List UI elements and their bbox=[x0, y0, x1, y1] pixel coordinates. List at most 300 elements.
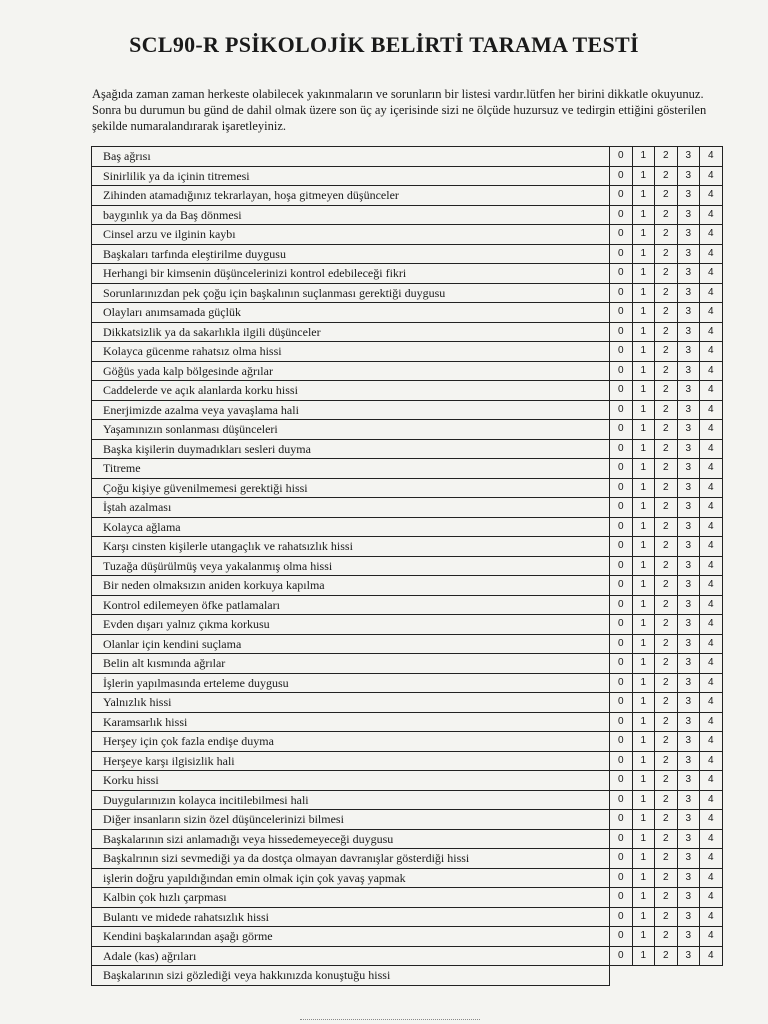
rating-option-3[interactable]: 3 bbox=[677, 927, 700, 947]
rating-option-3[interactable]: 3 bbox=[677, 771, 700, 791]
rating-option-4[interactable]: 4 bbox=[700, 244, 723, 264]
table-row bbox=[92, 732, 723, 752]
rating-option-0[interactable]: 0 bbox=[610, 595, 633, 615]
rating-option-3[interactable]: 3 bbox=[677, 303, 700, 323]
rating-option-1[interactable]: 1 bbox=[632, 381, 655, 401]
rating-option-2[interactable]: 2 bbox=[655, 712, 678, 732]
rating-option-0[interactable]: 0 bbox=[610, 751, 633, 771]
rating-option-4[interactable]: 4 bbox=[700, 732, 723, 752]
rating-option-3[interactable]: 3 bbox=[677, 615, 700, 635]
table-row bbox=[92, 342, 723, 362]
rating-option-1[interactable]: 1 bbox=[632, 517, 655, 537]
rating-option-4[interactable]: 4 bbox=[700, 205, 723, 225]
rating-option-4[interactable]: 4 bbox=[700, 420, 723, 440]
rating-option-0[interactable]: 0 bbox=[610, 907, 633, 927]
rating-option-1[interactable]: 1 bbox=[632, 712, 655, 732]
rating-option-4[interactable]: 4 bbox=[700, 459, 723, 479]
symptom-label: Baş ağrısı bbox=[92, 147, 610, 167]
instructions bbox=[92, 86, 732, 134]
rating-option-0[interactable]: 0 bbox=[610, 537, 633, 557]
rating-option-4[interactable]: 4 bbox=[700, 907, 723, 927]
symptom-label: işlerin doğru yapıldığından emin olmak için çok yavaş yapmak bbox=[92, 868, 610, 888]
symptom-label: Korku hissi bbox=[92, 771, 610, 791]
table-row bbox=[92, 361, 723, 381]
rating-option-2[interactable]: 2 bbox=[655, 810, 678, 830]
rating-option-2[interactable]: 2 bbox=[655, 556, 678, 576]
rating-option-0[interactable]: 0 bbox=[610, 888, 633, 908]
rating-option-3[interactable]: 3 bbox=[677, 712, 700, 732]
table-row bbox=[92, 264, 723, 284]
rating-option-4[interactable]: 4 bbox=[700, 556, 723, 576]
empty-cell bbox=[632, 966, 655, 986]
rating-option-2[interactable]: 2 bbox=[655, 927, 678, 947]
rating-option-4[interactable]: 4 bbox=[700, 693, 723, 713]
rating-option-1[interactable]: 1 bbox=[632, 595, 655, 615]
rating-option-1[interactable]: 1 bbox=[632, 927, 655, 947]
rating-option-0[interactable]: 0 bbox=[610, 264, 633, 284]
rating-option-0[interactable]: 0 bbox=[610, 342, 633, 362]
rating-option-2[interactable]: 2 bbox=[655, 673, 678, 693]
rating-option-4[interactable]: 4 bbox=[700, 381, 723, 401]
rating-option-4[interactable]: 4 bbox=[700, 400, 723, 420]
table-row bbox=[92, 283, 723, 303]
rating-option-4[interactable]: 4 bbox=[700, 322, 723, 342]
rating-option-3[interactable]: 3 bbox=[677, 225, 700, 245]
rating-option-1[interactable]: 1 bbox=[632, 342, 655, 362]
table-row bbox=[92, 868, 723, 888]
symptom-label: Kontrol edilemeyen öfke patlamaları bbox=[92, 595, 610, 615]
rating-option-4[interactable]: 4 bbox=[700, 654, 723, 674]
rating-option-1[interactable]: 1 bbox=[632, 303, 655, 323]
rating-option-1[interactable]: 1 bbox=[632, 244, 655, 264]
rating-option-0[interactable]: 0 bbox=[610, 322, 633, 342]
table-row bbox=[92, 498, 723, 518]
rating-option-3[interactable]: 3 bbox=[677, 673, 700, 693]
table-row bbox=[92, 927, 723, 947]
rating-option-3[interactable]: 3 bbox=[677, 790, 700, 810]
rating-option-2[interactable]: 2 bbox=[655, 888, 678, 908]
rating-option-0[interactable]: 0 bbox=[610, 439, 633, 459]
rating-option-1[interactable]: 1 bbox=[632, 420, 655, 440]
rating-option-1[interactable]: 1 bbox=[632, 693, 655, 713]
rating-option-4[interactable]: 4 bbox=[700, 264, 723, 284]
table-row bbox=[92, 771, 723, 791]
rating-option-2[interactable]: 2 bbox=[655, 322, 678, 342]
rating-option-0[interactable]: 0 bbox=[610, 868, 633, 888]
rating-option-3[interactable]: 3 bbox=[677, 478, 700, 498]
rating-option-1[interactable]: 1 bbox=[632, 732, 655, 752]
symptom-label: Adale (kas) ağrıları bbox=[92, 946, 610, 966]
rating-option-0[interactable]: 0 bbox=[610, 556, 633, 576]
rating-option-0[interactable]: 0 bbox=[610, 946, 633, 966]
rating-option-1[interactable]: 1 bbox=[632, 634, 655, 654]
table-row bbox=[92, 595, 723, 615]
rating-option-2[interactable]: 2 bbox=[655, 264, 678, 284]
rating-option-1[interactable]: 1 bbox=[632, 205, 655, 225]
rating-option-1[interactable]: 1 bbox=[632, 537, 655, 557]
empty-cell bbox=[677, 966, 700, 986]
rating-option-4[interactable]: 4 bbox=[700, 615, 723, 635]
rating-option-2[interactable]: 2 bbox=[655, 283, 678, 303]
rating-option-1[interactable]: 1 bbox=[632, 907, 655, 927]
rating-option-3[interactable]: 3 bbox=[677, 459, 700, 479]
table-row bbox=[92, 478, 723, 498]
rating-option-0[interactable]: 0 bbox=[610, 576, 633, 596]
rating-option-2[interactable]: 2 bbox=[655, 751, 678, 771]
rating-option-0[interactable]: 0 bbox=[610, 361, 633, 381]
rating-option-4[interactable]: 4 bbox=[700, 498, 723, 518]
rating-option-4[interactable]: 4 bbox=[700, 439, 723, 459]
rating-option-1[interactable]: 1 bbox=[632, 459, 655, 479]
rating-option-2[interactable]: 2 bbox=[655, 439, 678, 459]
table-row bbox=[92, 147, 723, 167]
symptom-label: Başkalarının sizi anlamadığı veya hissedemeyeceği duygusu bbox=[92, 829, 610, 849]
table-row bbox=[92, 888, 723, 908]
rating-option-4[interactable]: 4 bbox=[700, 849, 723, 869]
table-row bbox=[92, 459, 723, 479]
rating-option-2[interactable]: 2 bbox=[655, 634, 678, 654]
rating-option-2[interactable]: 2 bbox=[655, 244, 678, 264]
table-row bbox=[92, 946, 723, 966]
rating-option-0[interactable]: 0 bbox=[610, 771, 633, 791]
symptom-label: Kendini başkalarından aşağı görme bbox=[92, 927, 610, 947]
table-row bbox=[92, 537, 723, 557]
rating-option-0[interactable]: 0 bbox=[610, 166, 633, 186]
table-row bbox=[92, 556, 723, 576]
rating-option-0[interactable]: 0 bbox=[610, 225, 633, 245]
rating-option-2[interactable]: 2 bbox=[655, 147, 678, 167]
rating-option-0[interactable]: 0 bbox=[610, 693, 633, 713]
rating-option-3[interactable]: 3 bbox=[677, 576, 700, 596]
rating-option-3[interactable]: 3 bbox=[677, 732, 700, 752]
rating-option-2[interactable]: 2 bbox=[655, 303, 678, 323]
symptom-label: Cinsel arzu ve ilginin kaybı bbox=[92, 225, 610, 245]
table-row bbox=[92, 849, 723, 869]
table-row bbox=[92, 654, 723, 674]
table-row bbox=[92, 810, 723, 830]
table-row bbox=[92, 322, 723, 342]
rating-option-4[interactable]: 4 bbox=[700, 361, 723, 381]
rating-option-2[interactable]: 2 bbox=[655, 693, 678, 713]
rating-option-3[interactable]: 3 bbox=[677, 283, 700, 303]
table-row bbox=[92, 693, 723, 713]
rating-option-3[interactable]: 3 bbox=[677, 439, 700, 459]
rating-option-0[interactable]: 0 bbox=[610, 400, 633, 420]
rating-option-4[interactable]: 4 bbox=[700, 166, 723, 186]
rating-option-1[interactable]: 1 bbox=[632, 888, 655, 908]
rating-option-0[interactable]: 0 bbox=[610, 186, 633, 206]
rating-option-2[interactable]: 2 bbox=[655, 381, 678, 401]
symptom-label: Kolayca ağlama bbox=[92, 517, 610, 537]
symptom-label: Başkaları tarfında eleştirilme duygusu bbox=[92, 244, 610, 264]
table-row bbox=[92, 907, 723, 927]
rating-option-3[interactable]: 3 bbox=[677, 147, 700, 167]
rating-option-3[interactable]: 3 bbox=[677, 634, 700, 654]
rating-option-4[interactable]: 4 bbox=[700, 634, 723, 654]
rating-option-1[interactable]: 1 bbox=[632, 556, 655, 576]
symptom-label: Yaşamınızın sonlanması düşünceleri bbox=[92, 420, 610, 440]
rating-option-4[interactable]: 4 bbox=[700, 868, 723, 888]
symptom-label: Herşey için çok fazla endişe duyma bbox=[92, 732, 610, 752]
rating-option-0[interactable]: 0 bbox=[610, 283, 633, 303]
rating-option-4[interactable]: 4 bbox=[700, 342, 723, 362]
symptom-label: Karşı cinsten kişilerle utangaçlık ve rahatsızlık hissi bbox=[92, 537, 610, 557]
rating-option-3[interactable]: 3 bbox=[677, 868, 700, 888]
rating-option-1[interactable]: 1 bbox=[632, 361, 655, 381]
rating-option-0[interactable]: 0 bbox=[610, 634, 633, 654]
rating-option-4[interactable]: 4 bbox=[700, 946, 723, 966]
rating-option-1[interactable]: 1 bbox=[632, 283, 655, 303]
rating-option-1[interactable]: 1 bbox=[632, 868, 655, 888]
rating-option-2[interactable]: 2 bbox=[655, 342, 678, 362]
rating-option-1[interactable]: 1 bbox=[632, 654, 655, 674]
rating-option-3[interactable]: 3 bbox=[677, 654, 700, 674]
rating-option-0[interactable]: 0 bbox=[610, 810, 633, 830]
symptom-label: Enerjimizde azalma veya yavaşlama hali bbox=[92, 400, 610, 420]
symptom-label: Diğer insanların sizin özel düşüncelerinizi bilmesi bbox=[92, 810, 610, 830]
rating-option-2[interactable]: 2 bbox=[655, 478, 678, 498]
rating-option-3[interactable]: 3 bbox=[677, 420, 700, 440]
table-row bbox=[92, 186, 723, 206]
rating-option-3[interactable]: 3 bbox=[677, 751, 700, 771]
symptom-label: Çoğu kişiye güvenilmemesi gerektiği hissi bbox=[92, 478, 610, 498]
rating-option-3[interactable]: 3 bbox=[677, 264, 700, 284]
rating-option-1[interactable]: 1 bbox=[632, 225, 655, 245]
rating-option-3[interactable]: 3 bbox=[677, 537, 700, 557]
symptom-label: Olayları anımsamada güçlük bbox=[92, 303, 610, 323]
rating-option-3[interactable]: 3 bbox=[677, 849, 700, 869]
rating-option-1[interactable]: 1 bbox=[632, 400, 655, 420]
rating-option-2[interactable]: 2 bbox=[655, 420, 678, 440]
symptom-label: Bir neden olmaksızın aniden korkuya kapılma bbox=[92, 576, 610, 596]
symptom-label: Dikkatsizlik ya da sakarlıkla ilgili düşünceler bbox=[92, 322, 610, 342]
rating-option-3[interactable]: 3 bbox=[677, 595, 700, 615]
symptom-label: Sinirlilik ya da içinin titremesi bbox=[92, 166, 610, 186]
rating-option-1[interactable]: 1 bbox=[632, 790, 655, 810]
rating-option-2[interactable]: 2 bbox=[655, 868, 678, 888]
rating-option-1[interactable]: 1 bbox=[632, 186, 655, 206]
rating-option-3[interactable]: 3 bbox=[677, 361, 700, 381]
rating-option-2[interactable]: 2 bbox=[655, 907, 678, 927]
rating-option-2[interactable]: 2 bbox=[655, 225, 678, 245]
rating-option-1[interactable]: 1 bbox=[632, 810, 655, 830]
rating-option-2[interactable]: 2 bbox=[655, 732, 678, 752]
rating-option-0[interactable]: 0 bbox=[610, 205, 633, 225]
rating-option-2[interactable]: 2 bbox=[655, 166, 678, 186]
table-row bbox=[92, 439, 723, 459]
rating-option-2[interactable]: 2 bbox=[655, 400, 678, 420]
symptom-label: Karamsarlık hissi bbox=[92, 712, 610, 732]
rating-option-2[interactable]: 2 bbox=[655, 615, 678, 635]
symptom-label: Sorunlarınızdan pek çoğu için başkalının suçlanması gerektiği duygusu bbox=[92, 283, 610, 303]
symptom-label: Başka kişilerin duymadıkları sesleri duyma bbox=[92, 439, 610, 459]
rating-option-2[interactable]: 2 bbox=[655, 361, 678, 381]
rating-option-1[interactable]: 1 bbox=[632, 478, 655, 498]
rating-option-4[interactable]: 4 bbox=[700, 829, 723, 849]
rating-option-0[interactable]: 0 bbox=[610, 927, 633, 947]
rating-option-4[interactable]: 4 bbox=[700, 147, 723, 167]
rating-option-3[interactable]: 3 bbox=[677, 907, 700, 927]
symptom-label: Herşeye karşı ilgisizlik hali bbox=[92, 751, 610, 771]
rating-option-0[interactable]: 0 bbox=[610, 732, 633, 752]
rating-option-2[interactable]: 2 bbox=[655, 595, 678, 615]
rating-option-2[interactable]: 2 bbox=[655, 771, 678, 791]
table-row bbox=[92, 829, 723, 849]
rating-option-0[interactable]: 0 bbox=[610, 498, 633, 518]
rating-option-0[interactable]: 0 bbox=[610, 829, 633, 849]
table-row bbox=[92, 205, 723, 225]
page-title: SCL90-R PSİKOLOJİK BELİRTİ TARAMA TESTİ bbox=[129, 32, 639, 57]
empty-cell bbox=[700, 966, 723, 986]
rating-option-2[interactable]: 2 bbox=[655, 498, 678, 518]
table-row bbox=[92, 673, 723, 693]
rating-option-2[interactable]: 2 bbox=[655, 946, 678, 966]
rating-option-4[interactable]: 4 bbox=[700, 517, 723, 537]
rating-option-3[interactable]: 3 bbox=[677, 342, 700, 362]
rating-option-1[interactable]: 1 bbox=[632, 264, 655, 284]
rating-option-0[interactable]: 0 bbox=[610, 517, 633, 537]
rating-option-0[interactable]: 0 bbox=[610, 478, 633, 498]
symptom-label: Kalbin çok hızlı çarpması bbox=[92, 888, 610, 908]
rating-option-3[interactable]: 3 bbox=[677, 829, 700, 849]
rating-option-1[interactable]: 1 bbox=[632, 849, 655, 869]
table-row bbox=[92, 166, 723, 186]
rating-option-4[interactable]: 4 bbox=[700, 225, 723, 245]
table-row bbox=[92, 400, 723, 420]
rating-option-1[interactable]: 1 bbox=[632, 166, 655, 186]
rating-option-4[interactable]: 4 bbox=[700, 537, 723, 557]
rating-option-0[interactable]: 0 bbox=[610, 615, 633, 635]
symptom-label: Kolayca gücenme rahatsız olma hissi bbox=[92, 342, 610, 362]
symptom-label: Herhangi bir kimsenin düşüncelerinizi kontrol edebileceği fikri bbox=[92, 264, 610, 284]
rating-option-4[interactable]: 4 bbox=[700, 888, 723, 908]
rating-option-1[interactable]: 1 bbox=[632, 439, 655, 459]
rating-option-3[interactable]: 3 bbox=[677, 400, 700, 420]
table-row bbox=[92, 381, 723, 401]
rating-option-3[interactable]: 3 bbox=[677, 166, 700, 186]
rating-option-2[interactable]: 2 bbox=[655, 186, 678, 206]
table-row bbox=[92, 966, 723, 986]
rating-option-4[interactable]: 4 bbox=[700, 478, 723, 498]
table-row bbox=[92, 517, 723, 537]
rating-option-2[interactable]: 2 bbox=[655, 459, 678, 479]
table-row bbox=[92, 790, 723, 810]
rating-option-1[interactable]: 1 bbox=[632, 576, 655, 596]
symptom-label: baygınlık ya da Baş dönmesi bbox=[92, 205, 610, 225]
symptom-label: Olanlar için kendini suçlama bbox=[92, 634, 610, 654]
rating-option-0[interactable]: 0 bbox=[610, 712, 633, 732]
symptom-label: Tuzağa düşürülmüş veya yakalanmış olma hissi bbox=[92, 556, 610, 576]
table-row bbox=[92, 615, 723, 635]
symptom-label: Başkalrının sizi sevmediği ya da dostça olmayan davranışlar gösterdiği hissi bbox=[92, 849, 610, 869]
scan-artifact bbox=[300, 1019, 480, 1022]
rating-option-1[interactable]: 1 bbox=[632, 673, 655, 693]
rating-option-0[interactable]: 0 bbox=[610, 673, 633, 693]
rating-option-2[interactable]: 2 bbox=[655, 829, 678, 849]
symptom-table bbox=[91, 146, 723, 986]
rating-option-0[interactable]: 0 bbox=[610, 849, 633, 869]
rating-option-1[interactable]: 1 bbox=[632, 322, 655, 342]
rating-option-3[interactable]: 3 bbox=[677, 244, 700, 264]
symptom-label: Belin alt kısmında ağrılar bbox=[92, 654, 610, 674]
rating-option-3[interactable]: 3 bbox=[677, 517, 700, 537]
symptom-label: Bulantı ve midede rahatsızlık hissi bbox=[92, 907, 610, 927]
symptom-label: Yalnızlık hissi bbox=[92, 693, 610, 713]
table-row bbox=[92, 244, 723, 264]
rating-option-1[interactable]: 1 bbox=[632, 946, 655, 966]
rating-option-1[interactable]: 1 bbox=[632, 615, 655, 635]
rating-option-4[interactable]: 4 bbox=[700, 790, 723, 810]
rating-option-0[interactable]: 0 bbox=[610, 420, 633, 440]
symptom-label: Başkalarının sizi gözlediği veya hakkınızda konuştuğu hissi bbox=[92, 966, 610, 986]
rating-option-4[interactable]: 4 bbox=[700, 810, 723, 830]
rating-option-3[interactable]: 3 bbox=[677, 186, 700, 206]
instruction-line: Sonra bu durumun bu günd de dahil olmak üzere son üç ay içerisinde sizi ne ölçüde huzursuz ve tedirgin ettiğini gösterilen bbox=[92, 103, 707, 117]
rating-option-1[interactable]: 1 bbox=[632, 751, 655, 771]
rating-option-4[interactable]: 4 bbox=[700, 771, 723, 791]
table-row bbox=[92, 634, 723, 654]
rating-option-2[interactable]: 2 bbox=[655, 849, 678, 869]
rating-option-1[interactable]: 1 bbox=[632, 147, 655, 167]
rating-option-4[interactable]: 4 bbox=[700, 186, 723, 206]
symptom-label: Zihinden atamadığınız tekrarlayan, hoşa gitmeyen düşünceler bbox=[92, 186, 610, 206]
rating-option-3[interactable]: 3 bbox=[677, 498, 700, 518]
rating-option-0[interactable]: 0 bbox=[610, 459, 633, 479]
rating-option-0[interactable]: 0 bbox=[610, 303, 633, 323]
rating-option-3[interactable]: 3 bbox=[677, 322, 700, 342]
symptom-label: Göğüs yada kalp bölgesinde ağrılar bbox=[92, 361, 610, 381]
rating-option-1[interactable]: 1 bbox=[632, 771, 655, 791]
instruction-line: şekilde numaralandırarak işaretleyiniz. bbox=[92, 119, 287, 133]
rating-option-3[interactable]: 3 bbox=[677, 888, 700, 908]
rating-option-3[interactable]: 3 bbox=[677, 946, 700, 966]
rating-option-4[interactable]: 4 bbox=[700, 927, 723, 947]
rating-option-3[interactable]: 3 bbox=[677, 556, 700, 576]
rating-option-0[interactable]: 0 bbox=[610, 381, 633, 401]
symptom-label: İştah azalması bbox=[92, 498, 610, 518]
rating-option-1[interactable]: 1 bbox=[632, 498, 655, 518]
rating-option-2[interactable]: 2 bbox=[655, 537, 678, 557]
rating-option-4[interactable]: 4 bbox=[700, 673, 723, 693]
rating-option-2[interactable]: 2 bbox=[655, 576, 678, 596]
rating-option-3[interactable]: 3 bbox=[677, 810, 700, 830]
table-row bbox=[92, 225, 723, 245]
rating-option-4[interactable]: 4 bbox=[700, 712, 723, 732]
symptom-label: Evden dışarı yalnız çıkma korkusu bbox=[92, 615, 610, 635]
rating-option-2[interactable]: 2 bbox=[655, 790, 678, 810]
rating-option-0[interactable]: 0 bbox=[610, 790, 633, 810]
rating-option-0[interactable]: 0 bbox=[610, 654, 633, 674]
rating-option-2[interactable]: 2 bbox=[655, 517, 678, 537]
rating-option-2[interactable]: 2 bbox=[655, 654, 678, 674]
table-row bbox=[92, 303, 723, 323]
rating-option-0[interactable]: 0 bbox=[610, 147, 633, 167]
rating-option-3[interactable]: 3 bbox=[677, 381, 700, 401]
rating-option-4[interactable]: 4 bbox=[700, 595, 723, 615]
rating-option-0[interactable]: 0 bbox=[610, 244, 633, 264]
rating-option-2[interactable]: 2 bbox=[655, 205, 678, 225]
instruction-line: Aşağıda zaman zaman herkeste olabilecek yakınmaların ve sorunların bir listesi vardır.lütfen her birini dikkatle okuyunuz. bbox=[92, 87, 704, 101]
rating-option-1[interactable]: 1 bbox=[632, 829, 655, 849]
symptom-label: Titreme bbox=[92, 459, 610, 479]
table-row bbox=[92, 751, 723, 771]
rating-option-4[interactable]: 4 bbox=[700, 576, 723, 596]
rating-option-3[interactable]: 3 bbox=[677, 205, 700, 225]
rating-option-4[interactable]: 4 bbox=[700, 303, 723, 323]
rating-option-3[interactable]: 3 bbox=[677, 693, 700, 713]
rating-option-4[interactable]: 4 bbox=[700, 751, 723, 771]
rating-option-4[interactable]: 4 bbox=[700, 283, 723, 303]
